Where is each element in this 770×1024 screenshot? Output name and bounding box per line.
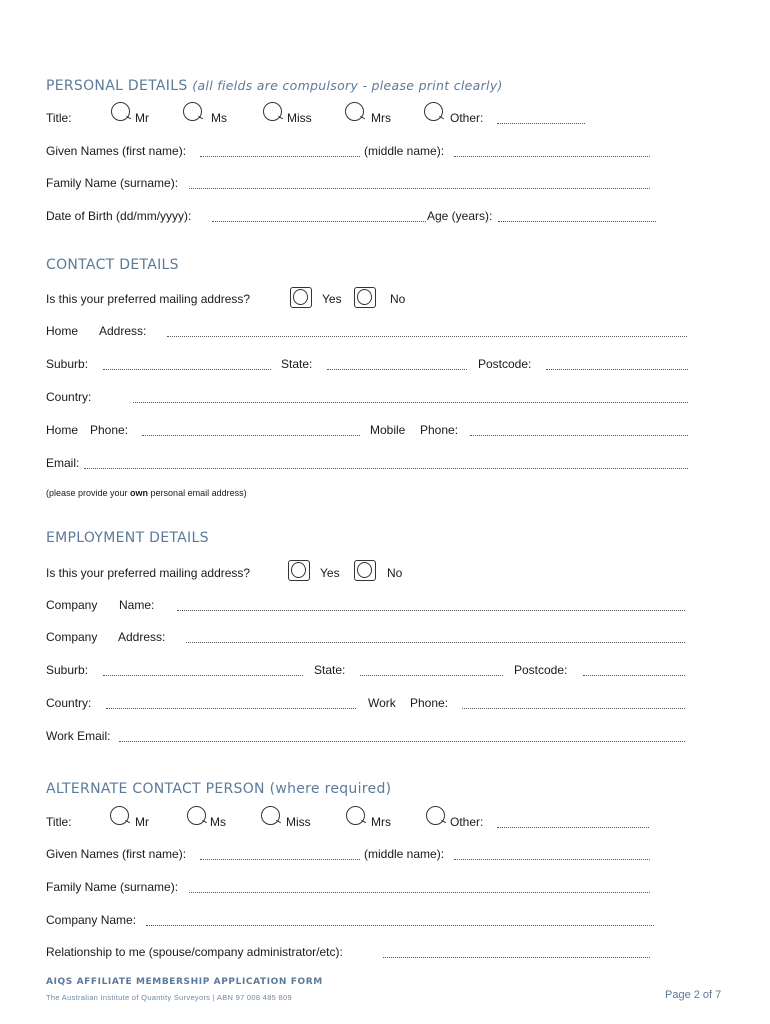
employment-country-label: Country: [46,696,92,710]
title-option-other: Other: [450,111,484,125]
alt-title-option-other: Other: [450,815,484,829]
email-note-own: own [130,488,149,498]
alt-title-radio-mrs[interactable] [346,806,365,825]
work-phone-label-a: Work [368,696,396,710]
employment-details-heading: EMPLOYMENT DETAILS [46,530,209,546]
employment-preferred-label: Is this your preferred mailing address? [46,566,251,580]
footer-form-title: AIQS AFFILIATE MEMBERSHIP APPLICATION FORM [46,977,323,987]
alt-company-name-field[interactable] [146,925,654,926]
employment-suburb-field[interactable] [103,675,303,676]
contact-details-heading: CONTACT DETAILS [46,257,179,273]
mobile-phone-label-b: Phone: [420,423,459,437]
home-phone-label-b: Phone: [90,423,129,437]
title-option-miss: Miss [287,111,312,125]
company-name-label-b: Name: [119,598,155,612]
work-phone-label-b: Phone: [410,696,449,710]
alt-title-option-ms: Ms [210,815,226,829]
work-email-label: Work Email: [46,729,111,743]
contact-suburb-label: Suburb: [46,357,89,371]
family-name-field[interactable] [189,188,650,189]
employment-no-label: No [387,566,403,580]
age-label: Age (years): [427,209,493,223]
contact-postcode-label: Postcode: [478,357,532,371]
employment-state-label: State: [314,663,346,677]
home-phone-label-a: Home [46,423,79,437]
alt-title-option-mr: Mr [135,815,149,829]
work-phone-field[interactable] [462,708,685,709]
home-label: Home [46,324,79,338]
employment-suburb-label: Suburb: [46,663,89,677]
company-name-field[interactable] [177,610,685,611]
contact-suburb-field[interactable] [103,369,271,370]
employment-state-field[interactable] [360,675,503,676]
alt-family-name-field[interactable] [189,892,650,893]
company-name-label-a: Company [46,598,98,612]
alt-given-names-label: Given Names (first name): [46,847,187,861]
title-radio-mrs[interactable] [345,102,364,121]
dob-label: Date of Birth (dd/mm/yyyy): [46,209,192,223]
personal-heading-note: (all fields are compulsory - please print clearly) [192,78,503,93]
alt-middle-name-label: (middle name): [364,847,445,861]
contact-yes-label: Yes [322,292,342,306]
employment-country-field[interactable] [106,708,356,709]
email-note [46,488,247,498]
given-names-label: Given Names (first name): [46,144,187,158]
alt-middle-name-field[interactable] [454,859,650,860]
email-note-part-a: (please provide your [46,488,131,498]
page-number: Page 2 of 7 [665,989,722,1001]
alt-family-name-label: Family Name (surname): [46,880,179,894]
title-radio-ms[interactable] [183,102,202,121]
given-names-field[interactable] [200,156,360,157]
contact-preferred-label: Is this your preferred mailing address? [46,292,251,306]
mobile-phone-field[interactable] [470,435,688,436]
family-name-label: Family Name (surname): [46,176,179,190]
middle-name-field[interactable] [454,156,650,157]
employment-no-checkbox[interactable] [354,560,376,581]
contact-no-checkbox[interactable] [354,287,376,308]
email-note-part-b: personal email address) [148,488,247,498]
contact-country-field[interactable] [133,402,688,403]
employment-yes-checkbox[interactable] [288,560,310,581]
title-option-mr: Mr [135,111,149,125]
alt-title-other-field[interactable] [497,827,649,828]
alt-given-names-field[interactable] [200,859,360,860]
company-address-label-a: Company [46,630,98,644]
contact-postcode-field[interactable] [546,369,688,370]
title-radio-miss[interactable] [263,102,282,121]
alt-title-radio-other[interactable] [426,806,445,825]
email-label: Email: [46,456,80,470]
contact-state-label: State: [281,357,313,371]
dob-field[interactable] [212,221,426,222]
work-email-field[interactable] [119,741,685,742]
title-radio-other[interactable] [424,102,443,121]
alternate-contact-heading: ALTERNATE CONTACT PERSON (where required) [46,781,392,797]
title-option-ms: Ms [211,111,227,125]
middle-name-label: (middle name): [364,144,445,158]
footer-institute: The Australian Institute of Quantity Surveyors | ABN 97 008 485 809 [46,993,292,1002]
employment-postcode-label: Postcode: [514,663,568,677]
title-other-field[interactable] [497,123,585,124]
relationship-label: Relationship to me (spouse/company administrator/etc): [46,945,343,959]
title-radio-mr[interactable] [111,102,130,121]
company-address-label-b: Address: [118,630,166,644]
email-field[interactable] [84,468,688,469]
home-address-label: Address: [99,324,147,338]
alt-title-label: Title: [46,815,72,829]
personal-title-label: Title: [46,111,72,125]
company-address-field[interactable] [186,642,685,643]
alt-title-radio-mr[interactable] [110,806,129,825]
relationship-field[interactable] [383,957,650,958]
personal-details-heading [46,78,503,94]
age-field[interactable] [498,221,656,222]
alt-title-radio-miss[interactable] [261,806,280,825]
home-address-field[interactable] [167,336,687,337]
personal-heading-text: PERSONAL DETAILS [46,78,188,94]
contact-state-field[interactable] [327,369,467,370]
title-option-mrs: Mrs [371,111,391,125]
employment-postcode-field[interactable] [583,675,685,676]
alt-title-option-mrs: Mrs [371,815,391,829]
contact-no-label: No [390,292,406,306]
home-phone-field[interactable] [142,435,360,436]
employment-yes-label: Yes [320,566,340,580]
alt-title-option-miss: Miss [286,815,311,829]
alt-title-radio-ms[interactable] [187,806,206,825]
mobile-phone-label-a: Mobile [370,423,406,437]
contact-yes-checkbox[interactable] [290,287,312,308]
alt-company-name-label: Company Name: [46,913,137,927]
contact-country-label: Country: [46,390,92,404]
